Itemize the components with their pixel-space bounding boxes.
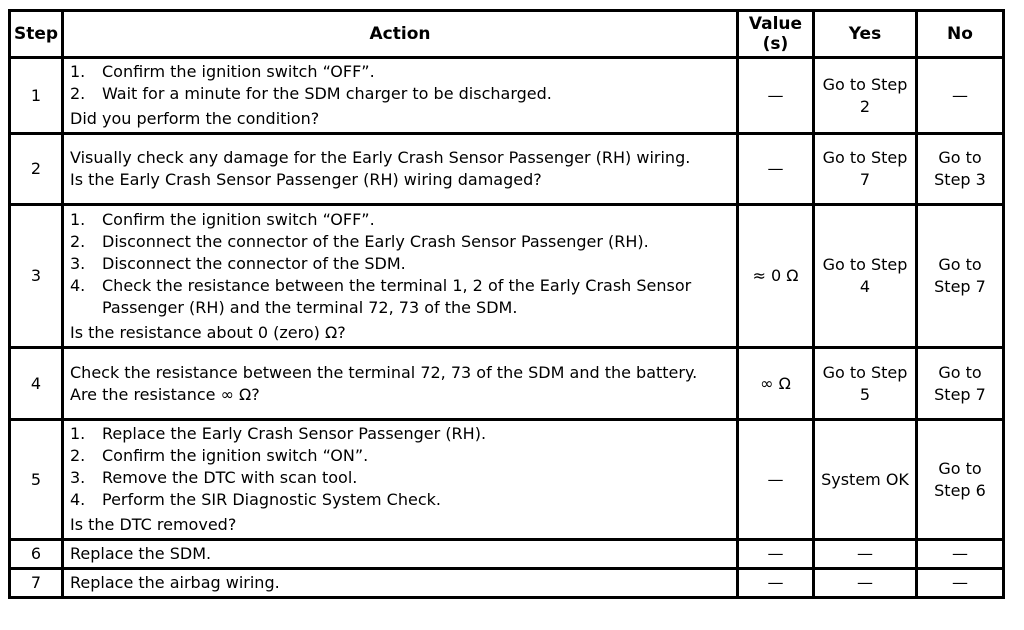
value-cell: — [738, 134, 814, 205]
table-row [10, 420, 1004, 540]
value-cell: ≈ 0 Ω [738, 205, 814, 348]
yes-cell: Go to Step 7 [814, 134, 917, 205]
no-cell: Go to Step 3 [917, 134, 1004, 205]
table-row [10, 205, 1004, 348]
action-item: 2. Confirm the ignition switch “ON”. [70, 446, 369, 465]
action-item: 1. Confirm the ignition switch “OFF”. [70, 209, 375, 229]
no-cell: — [917, 569, 1004, 598]
step-number: 6 [10, 540, 63, 569]
no-cell: — [917, 540, 1004, 569]
table-row [10, 134, 1004, 205]
action-cell [63, 58, 738, 134]
no-cell: Go to Step 6 [917, 420, 1004, 540]
table-row [10, 58, 1004, 134]
action-question: Are the resistance ∞ Ω? [70, 384, 260, 404]
header-action: Action [63, 11, 738, 58]
yes-cell: Go to Step 2 [814, 58, 917, 134]
action-question: Is the resistance about 0 (zero) Ω? [70, 322, 346, 342]
value-cell: ∞ Ω [738, 348, 814, 420]
table-row [10, 348, 1004, 420]
action-text: Check the resistance between the terminal 72, 73 of the SDM and the battery. [70, 362, 698, 382]
action-item: 1. Replace the Early Crash Sensor Passenger (RH). [70, 424, 487, 443]
step-number: 7 [10, 569, 63, 598]
action-item: 4. Perform the SIR Diagnostic System Check. [70, 490, 441, 509]
table-row [10, 569, 1004, 598]
header-value: Value (s) [738, 11, 814, 58]
action-text: Visually check any damage for the Early Crash Sensor Passenger (RH) wiring. [70, 148, 691, 167]
no-cell: Go to Step 7 [917, 205, 1004, 348]
yes-cell: Go to Step 5 [814, 348, 917, 420]
value-cell: — [738, 420, 814, 540]
yes-cell: — [814, 540, 917, 569]
action-cell [63, 420, 738, 540]
step-number: 1 [10, 58, 63, 134]
action-text: Replace the SDM. [70, 544, 212, 563]
header-row [10, 11, 1004, 58]
value-cell: — [738, 540, 814, 569]
action-item: 3. Remove the DTC with scan tool. [70, 468, 358, 487]
action-text: Replace the airbag wiring. [70, 573, 280, 592]
diagnostic-table [8, 9, 1005, 599]
step-number: 4 [10, 348, 63, 420]
action-item: 1. Confirm the ignition switch “OFF”. [70, 62, 375, 81]
action-cell [63, 348, 738, 420]
action-item: 2. Disconnect the connector of the Early Crash Sensor Passenger (RH). [70, 231, 649, 251]
no-cell: — [917, 58, 1004, 134]
action-question: Is the DTC removed? [70, 515, 237, 534]
value-cell: — [738, 58, 814, 134]
diagnostic-table-container [8, 9, 1002, 599]
action-cell [63, 205, 738, 348]
table-row [10, 540, 1004, 569]
header-step: Step [10, 11, 63, 58]
no-cell: Go to Step 7 [917, 348, 1004, 420]
yes-cell: — [814, 569, 917, 598]
action-item: 2. Wait for a minute for the SDM charger to be discharged. [70, 84, 552, 103]
action-item: 4. Check the resistance between the terminal 1, 2 of the Early Crash Sensor Passenger (RH) and the terminal 72, 73 of the SDM. [70, 275, 692, 317]
action-cell [63, 134, 738, 205]
step-number: 5 [10, 420, 63, 540]
header-no: No [917, 11, 1004, 58]
step-number: 3 [10, 205, 63, 348]
value-cell: — [738, 569, 814, 598]
action-cell [63, 540, 738, 569]
action-question: Is the Early Crash Sensor Passenger (RH) wiring damaged? [70, 170, 542, 189]
header-yes: Yes [814, 11, 917, 58]
yes-cell: System OK [814, 420, 917, 540]
yes-cell: Go to Step 4 [814, 205, 917, 348]
action-cell [63, 569, 738, 598]
step-number: 2 [10, 134, 63, 205]
action-question: Did you perform the condition? [70, 109, 320, 128]
action-item: 3. Disconnect the connector of the SDM. [70, 253, 406, 273]
